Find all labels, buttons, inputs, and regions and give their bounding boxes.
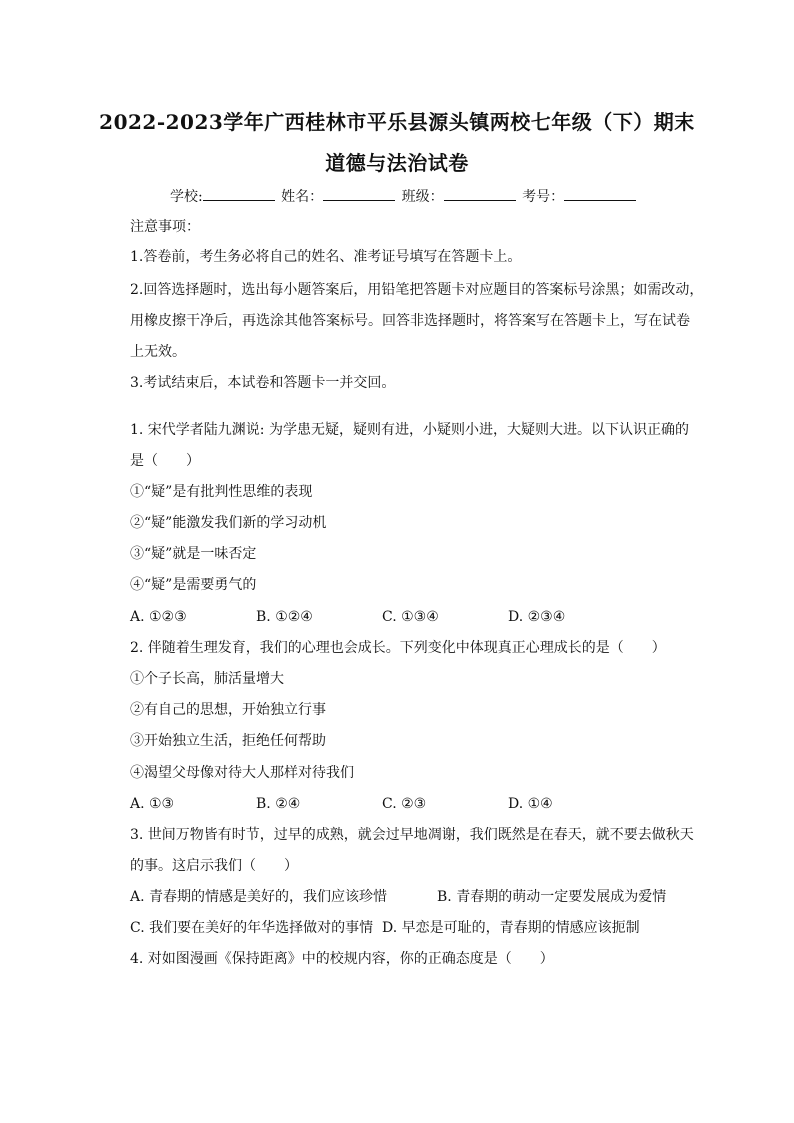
q3-stem-line-1: 3. 世间万物皆有时节，过早的成熟，就会过早地凋谢，我们既然是在春天，就不要去做秋天 bbox=[130, 827, 694, 843]
q2-stem-line-1: 2. 伴随着生理发育，我们的心理也会成长。下列变化中体现真正心理成长的是（ ） bbox=[130, 640, 666, 656]
q2-statement-1: ①个子长高，肺活量增大 bbox=[130, 671, 284, 687]
q2-statement-3: ③开始独立生活，拒绝任何帮助 bbox=[130, 733, 326, 749]
notice-item-2-line-2: 用橡皮擦干净后，再选涂其他答案标号。回答非选择题时，将答案写在答题卡上，写在试卷 bbox=[130, 313, 690, 329]
q3-option-c[interactable]: C. 我们要在美好的年华选择做对的事情 bbox=[130, 920, 374, 936]
q3-option-b[interactable]: B. 青春期的萌动一定要发展成为爱情 bbox=[437, 889, 667, 905]
q2-option-a[interactable]: A. ①③ bbox=[130, 796, 175, 812]
q2-option-d[interactable]: D. ①④ bbox=[508, 796, 553, 812]
school-blank[interactable] bbox=[203, 186, 275, 201]
q3-option-a[interactable]: A. 青春期的情感是美好的，我们应该珍惜 bbox=[130, 889, 388, 905]
student-info-row bbox=[170, 186, 670, 206]
q2-statement-2: ②有自己的思想，开始独立行事 bbox=[130, 702, 326, 718]
q1-option-d[interactable]: D. ②③④ bbox=[508, 609, 566, 625]
q1-statement-3: ③“疑”就是一味否定 bbox=[130, 546, 257, 562]
q4-stem-line-1: 4. 对如图漫画《保持距离》中的校规内容，你的正确态度是（ ） bbox=[130, 951, 554, 967]
exam-no-blank[interactable] bbox=[564, 186, 636, 201]
name-blank[interactable] bbox=[323, 186, 395, 201]
school-label: 学校: bbox=[170, 189, 203, 205]
q1-statement-1: ①“疑”是有批判性思维的表现 bbox=[130, 484, 313, 500]
q1-statement-2: ②“疑”能激发我们新的学习动机 bbox=[130, 515, 327, 531]
q3-stem-line-2: 的事。这启示我们（ ） bbox=[130, 858, 298, 874]
q1-option-a[interactable]: A. ①②③ bbox=[130, 609, 187, 625]
title-line-1: 2022-2023学年广西桂林市平乐县源头镇两校七年级（下）期末 bbox=[99, 110, 695, 134]
notice-heading: 注意事项： bbox=[130, 219, 200, 235]
q1-statement-4: ④“疑”是需要勇气的 bbox=[130, 577, 257, 593]
q1-option-c[interactable]: C. ①③④ bbox=[382, 609, 439, 625]
q2-option-b[interactable]: B. ②④ bbox=[256, 796, 301, 812]
title-line-2: 道德与法治试卷 bbox=[325, 151, 469, 175]
exam-no-label: 考号： bbox=[522, 189, 565, 205]
q2-statement-4: ④渴望父母像对待大人那样对待我们 bbox=[130, 765, 354, 781]
notice-item-3: 3.考试结束后，本试卷和答题卡一并交回。 bbox=[130, 375, 396, 391]
class-label: 班级： bbox=[401, 189, 444, 205]
q2-option-c[interactable]: C. ②③ bbox=[382, 796, 427, 812]
q1-stem-line-1: 1. 宋代学者陆九渊说: 为学患无疑，疑则有进，小疑则小进，大疑则大进。以下认识正确的 bbox=[130, 422, 689, 438]
q1-stem-line-2: 是（ ） bbox=[130, 453, 200, 469]
notice-item-2-line-1: 2.回答选择题时，选出每小题答案后，用铅笔把答题卡对应题目的答案标号涂黑；如需改动， bbox=[130, 282, 704, 298]
q3-option-d[interactable]: D. 早恋是可耻的，青春期的情感应该扼制 bbox=[382, 920, 640, 936]
class-blank[interactable] bbox=[444, 186, 516, 201]
name-label: 姓名： bbox=[281, 189, 324, 205]
q1-option-b[interactable]: B. ①②④ bbox=[256, 609, 313, 625]
notice-item-2-line-3: 上无效。 bbox=[130, 344, 186, 360]
notice-item-1: 1.答卷前，考生务必将自己的姓名、准考证号填写在答题卡上。 bbox=[130, 249, 522, 265]
